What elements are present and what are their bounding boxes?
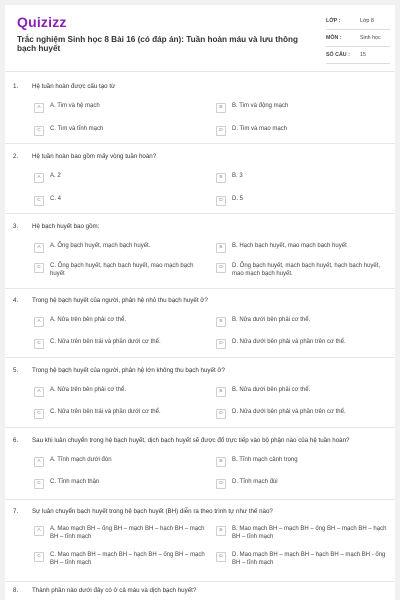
option-letter-box: B	[216, 457, 226, 467]
option-text: D. Mao mạch BH – mạch BH – hạch BH – mạch BH - ống BH – tĩnh mạch	[232, 552, 386, 566]
option-b[interactable]	[216, 387, 388, 397]
option-b[interactable]	[216, 457, 388, 467]
option-text: D. Tim và mao mạch	[232, 126, 288, 132]
option-text: A. Tim và hệ mạch	[50, 103, 100, 109]
question-text: Trong hệ bạch huyết của người, phân hệ lớn không thu bạch huyết ở?	[32, 367, 225, 374]
option-letter-box: A	[34, 243, 44, 253]
option-letter-box: C	[34, 552, 44, 562]
divider	[5, 357, 395, 358]
option-letter-box: C	[34, 479, 44, 489]
option-text: B. Nửa dưới bên phải cơ thể.	[232, 317, 311, 323]
option-b[interactable]	[216, 526, 388, 542]
option-text: B. Tim và động mạch	[232, 103, 289, 109]
option-letter-box: C	[34, 126, 44, 136]
option-letter-box: B	[216, 387, 226, 397]
option-letter-box: A	[34, 526, 44, 536]
divider	[5, 581, 395, 582]
option-c[interactable]	[34, 263, 206, 279]
option-letter-box: B	[216, 317, 226, 327]
option-letter-box: B	[216, 526, 226, 536]
option-letter-box: D	[216, 263, 226, 273]
question-number: 3.	[13, 223, 19, 230]
option-text: A. 2	[50, 173, 61, 179]
option-a[interactable]	[34, 457, 206, 467]
worksheet-page	[5, 5, 395, 600]
question-text: Hệ tuần hoàn bao gồm mấy vòng tuần hoàn?	[32, 153, 157, 160]
meta-label: MÔN :	[326, 35, 342, 41]
option-letter-box: D	[216, 196, 226, 206]
option-letter-box: B	[216, 173, 226, 183]
option-b[interactable]	[216, 173, 388, 183]
divider	[5, 288, 395, 289]
option-a[interactable]	[34, 387, 206, 397]
option-text: D. Tĩnh mạch đùi	[232, 479, 278, 485]
option-c[interactable]	[34, 409, 206, 419]
question-number: 8.	[13, 587, 19, 594]
meta-box	[326, 13, 390, 64]
question-text: Sau khi luân chuyển trong hệ bạch huyết, dịch bạch huyết sẽ được đổ trực tiếp vào bộ phận nào của hệ tuần hoàn?	[32, 437, 350, 444]
option-b[interactable]	[216, 103, 388, 113]
option-letter-box: D	[216, 409, 226, 419]
meta-value: Sinh học	[360, 35, 381, 41]
option-letter-box: A	[34, 173, 44, 183]
meta-row-subject	[326, 30, 390, 47]
option-text: C. 4	[50, 196, 62, 202]
option-letter-box: C	[34, 409, 44, 419]
page-title: Trắc nghiệm Sinh học 8 Bài 16 (có đáp án): Tuần hoàn máu và lưu thông bạch huyết	[17, 35, 298, 53]
option-d[interactable]	[216, 552, 388, 568]
option-letter-box: A	[34, 317, 44, 327]
quizizz-logo: Quizizz	[17, 14, 67, 30]
option-c[interactable]	[34, 339, 206, 349]
option-text: D. Nửa dưới bên phải và phần trên cơ thể.	[232, 339, 346, 345]
meta-row-count	[326, 47, 390, 64]
option-letter-box: D	[216, 552, 226, 562]
option-d[interactable]	[216, 263, 388, 279]
option-a[interactable]	[34, 243, 206, 253]
question-number: 5.	[13, 367, 19, 374]
option-text: D. Nửa dưới bên phải và phần trên cơ thể.	[232, 409, 346, 415]
question-text: Hệ tuần hoàn được cấu tạo từ	[32, 83, 116, 90]
option-d[interactable]	[216, 339, 388, 349]
option-text: A. Ống bạch huyết, mạch bạch huyết.	[50, 243, 151, 249]
option-text: D. 5	[232, 196, 244, 202]
option-text: C. Tĩnh mạch thận	[50, 479, 100, 485]
option-letter-box: C	[34, 196, 44, 206]
question-number: 2.	[13, 153, 19, 160]
option-d[interactable]	[216, 126, 388, 136]
option-b[interactable]	[216, 243, 388, 253]
option-text: A. Nửa trên bên phải cơ thể.	[50, 387, 126, 393]
meta-label: LỚP :	[326, 18, 341, 24]
option-c[interactable]	[34, 126, 206, 136]
option-text: C. Ống bạch huyết, hạch bạch huyết, mao mạch bạch huyết	[50, 263, 194, 277]
option-letter-box: D	[216, 479, 226, 489]
option-text: C. Tim và tĩnh mạch	[50, 126, 104, 132]
option-text: A. Tĩnh mạch dưới đòn	[50, 457, 112, 463]
option-a[interactable]	[34, 173, 206, 183]
option-letter-box: D	[216, 339, 226, 349]
option-letter-box: B	[216, 243, 226, 253]
question-text: Thành phần nào dưới đây có ở cả máu và dịch bạch huyết?	[32, 587, 197, 594]
option-text: A. Mao mạch BH – ống BH – mạch BH – hạch BH – mạch BH – tĩnh mạch	[50, 526, 205, 540]
divider	[5, 143, 395, 144]
option-letter-box: D	[216, 126, 226, 136]
divider	[5, 499, 395, 500]
divider	[5, 213, 395, 214]
worksheet-header	[5, 5, 395, 72]
meta-row-class	[326, 13, 390, 30]
question-text: Hệ bạch huyết bao gồm:	[32, 223, 100, 230]
option-letter-box: A	[34, 103, 44, 113]
question-number: 1.	[13, 83, 19, 90]
option-text: B. Mao mạch BH – mạch BH – ống BH – mạch BH – hạch BH – tĩnh mạch	[232, 526, 387, 540]
option-text: C. Mao mạch BH – mạch BH – hạch BH – ống BH – mạch BH – tĩnh mạch	[50, 552, 205, 566]
option-c[interactable]	[34, 479, 206, 489]
option-text: B. Nửa dưới bên phải cơ thể.	[232, 387, 311, 393]
option-text: C. Nửa trên bên trái và phần dưới cơ thể.	[50, 339, 161, 345]
option-letter-box: C	[34, 339, 44, 349]
question-number: 7.	[13, 508, 19, 515]
option-text: B. Hạch bạch huyết, mao mạch bạch huyết	[232, 243, 347, 249]
meta-value: 15	[360, 52, 366, 58]
question-text: Sự luân chuyển bạch huyết trong hệ bạch huyết (BH) diễn ra theo trình tự như thế nào?	[32, 508, 273, 515]
question-number: 4.	[13, 297, 19, 304]
option-text: D. Ống bạch huyết, mạch bạch huyết, hạch bạch huyết, mao mạch bạch huyết.	[232, 263, 381, 277]
option-letter-box: B	[216, 103, 226, 113]
question-text: Trong hệ bạch huyết của người, phân hệ nhỏ thu bạch huyết ở?	[32, 297, 208, 304]
option-d[interactable]	[216, 409, 388, 419]
divider	[5, 427, 395, 428]
option-c[interactable]	[34, 552, 206, 568]
option-d[interactable]	[216, 196, 388, 206]
option-a[interactable]	[34, 526, 206, 542]
meta-value: Lớp 8	[360, 18, 374, 24]
option-text: B. 3	[232, 173, 243, 179]
option-letter-box: C	[34, 263, 44, 273]
option-letter-box: A	[34, 457, 44, 467]
option-letter-box: A	[34, 387, 44, 397]
option-a[interactable]	[34, 103, 206, 113]
option-text: C. Nửa trên bên trái và phần dưới cơ thể.	[50, 409, 161, 415]
option-text: A. Nửa trên bên phải cơ thể.	[50, 317, 126, 323]
option-b[interactable]	[216, 317, 388, 327]
option-text: B. Tĩnh mạch cảnh trong	[232, 457, 298, 463]
option-a[interactable]	[34, 317, 206, 327]
option-d[interactable]	[216, 479, 388, 489]
option-c[interactable]	[34, 196, 206, 206]
question-number: 6.	[13, 437, 19, 444]
meta-label: SỐ CÂU :	[326, 52, 350, 58]
